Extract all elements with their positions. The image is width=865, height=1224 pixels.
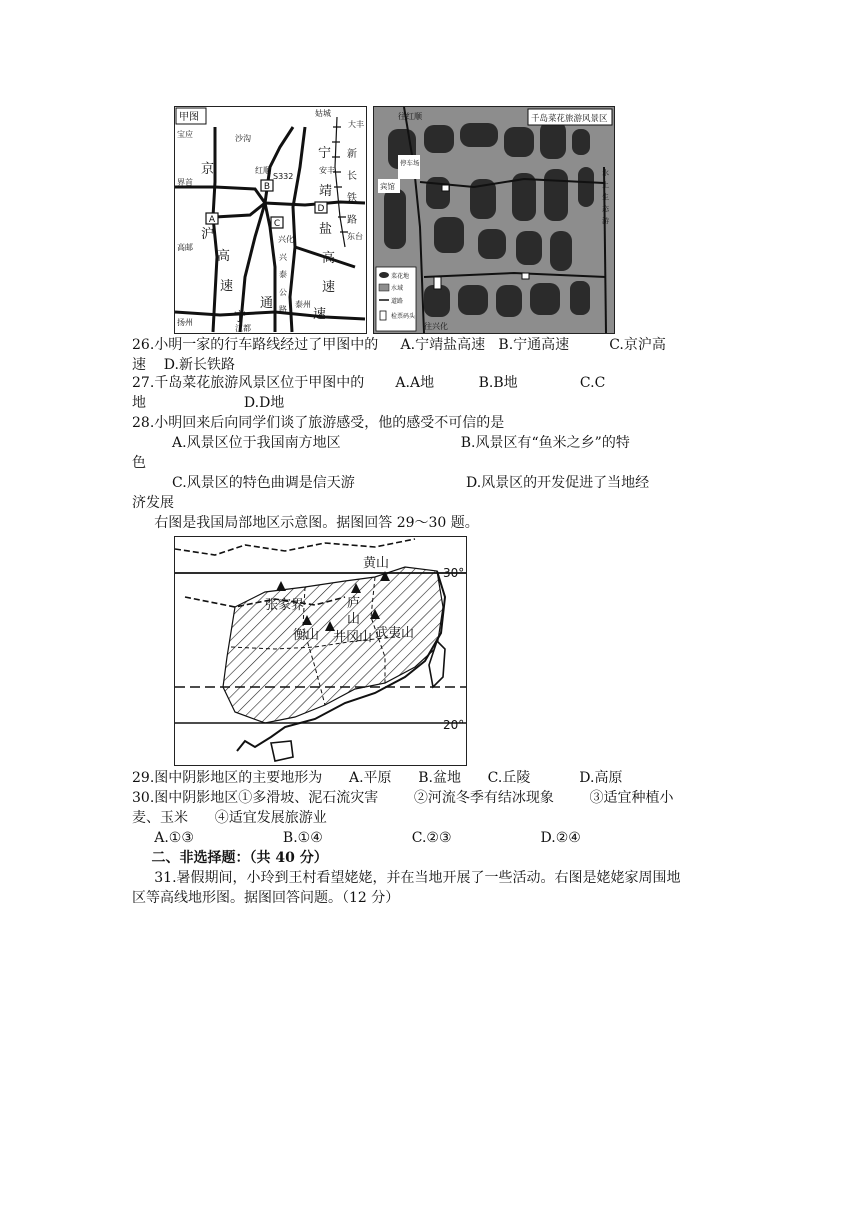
- svg-text:上: 上: [602, 181, 609, 189]
- svg-text:往红顺: 往红顺: [398, 112, 422, 121]
- svg-text:山: 山: [347, 612, 361, 627]
- svg-text:菜花地: 菜花地: [391, 273, 410, 280]
- svg-text:态: 态: [602, 205, 609, 213]
- svg-text:路: 路: [347, 215, 357, 226]
- svg-text:宝应: 宝应: [177, 130, 193, 139]
- label-jinggangshan: 井冈山: [333, 630, 373, 645]
- q30-options: A.①③ B.①④ C.②③ D.②④: [132, 830, 581, 846]
- svg-text:江都: 江都: [235, 324, 251, 333]
- svg-text:检票码头: 检票码头: [391, 313, 416, 320]
- q31-line1: 31.暑假期间，小玲到王村看望姥姥，并在当地开展了一些活动。右图是姥姥家周围地: [132, 870, 681, 886]
- svg-text:停车场: 停车场: [400, 159, 420, 167]
- lat-30: 30°: [443, 566, 465, 580]
- map-south-china: [174, 536, 467, 766]
- svg-text:宾馆: 宾馆: [380, 182, 395, 191]
- svg-text:高: 高: [217, 249, 231, 264]
- svg-text:铁: 铁: [347, 193, 357, 204]
- svg-text:新: 新: [347, 149, 357, 160]
- q26-line2: 速 D.新长铁路: [132, 357, 235, 373]
- q27-line2: 地 D.D地: [132, 395, 285, 411]
- svg-text:长: 长: [347, 171, 357, 182]
- q28-option-ab: A.风景区位于我国南方地区 B.风景区有“鱼米之乡”的特: [132, 435, 630, 451]
- svg-text:泰州: 泰州: [295, 300, 311, 309]
- svg-text:生: 生: [602, 193, 609, 201]
- svg-text:沪: 沪: [201, 227, 215, 242]
- svg-text:S332: S332: [273, 172, 294, 181]
- intro-29-30: 右图是我国局部地区示意图。据图回答 29～30 题。: [132, 515, 479, 531]
- svg-text:兴化: 兴化: [278, 235, 294, 244]
- svg-text:姑城: 姑城: [315, 109, 331, 118]
- svg-text:安丰: 安丰: [319, 166, 335, 175]
- svg-text:宁: 宁: [233, 310, 247, 325]
- label-hengshan: 衡山: [293, 628, 320, 643]
- q29: 29.图中阴影地区的主要地形为 A.平原 B.盆地 C.丘陵 D.高原: [132, 770, 623, 786]
- svg-text:界首: 界首: [177, 178, 193, 187]
- svg-text:扬州: 扬州: [177, 318, 193, 327]
- map-qiandao-title: 千岛菜花旅游风景区: [531, 114, 608, 124]
- q28-option-ab-cont: 色: [132, 455, 146, 471]
- svg-text:沙沟: 沙沟: [235, 134, 251, 143]
- svg-text:大丰: 大丰: [348, 120, 364, 129]
- label-huangshan: 黄山: [363, 556, 390, 571]
- svg-text:靖: 靖: [319, 184, 333, 199]
- svg-text:红顺: 红顺: [255, 166, 271, 175]
- svg-text:游: 游: [602, 217, 609, 225]
- svg-text:庐: 庐: [347, 596, 361, 611]
- map-jia: [174, 106, 367, 334]
- marker-c: C: [273, 219, 281, 229]
- svg-text:水: 水: [602, 169, 609, 177]
- svg-text:水域: 水域: [391, 285, 404, 292]
- map-qiandao: [373, 106, 615, 334]
- q28-stem: 28.小明回来后向同学们谈了旅游感受，他的感受不可信的是: [132, 415, 505, 431]
- svg-text:通: 通: [260, 296, 274, 311]
- q26-line1: 26.小明一家的行车路线经过了甲图中的 A.宁靖盐高速 B.宁通高速 C.京沪高: [132, 337, 666, 353]
- map-qiandao-legend: [376, 267, 416, 331]
- map-jia-title: 甲图: [179, 112, 199, 123]
- svg-text:高: 高: [322, 251, 336, 266]
- lat-20: 20°: [443, 718, 465, 732]
- svg-text:道路: 道路: [391, 298, 404, 305]
- svg-text:宁: 宁: [318, 146, 332, 161]
- svg-text:往兴化: 往兴化: [424, 322, 448, 331]
- svg-text:速: 速: [313, 307, 327, 322]
- svg-text:泰: 泰: [279, 270, 287, 279]
- q28-option-cd-cont: 济发展: [132, 495, 174, 511]
- label-wuyishan: 武夷山: [375, 626, 415, 641]
- marker-d: D: [317, 204, 325, 214]
- section-2-heading: 二、非选择题：（共 40 分）: [132, 850, 328, 866]
- marker-b: B: [263, 182, 271, 192]
- svg-text:公: 公: [279, 288, 287, 297]
- q31-line2: 区等高线地形图。据图回答问题。（12 分）: [132, 890, 400, 906]
- svg-text:速: 速: [322, 280, 336, 295]
- q28-option-cd: C.风景区的特色曲调是信天游 D.风景区的开发促进了当地经: [132, 475, 650, 491]
- svg-text:东台: 东台: [347, 232, 363, 241]
- q30-line1: 30.图中阴影地区①多滑坡、泥石流灾害 ②河流冬季有结冰现象 ③适宜种植小: [132, 790, 674, 806]
- svg-text:速: 速: [220, 279, 234, 294]
- svg-text:京: 京: [201, 162, 215, 177]
- svg-text:兴: 兴: [279, 253, 287, 262]
- q30-line2: 麦、玉米 ④适宜发展旅游业: [132, 810, 327, 826]
- svg-text:盐: 盐: [319, 222, 333, 237]
- scenic-vertical-label: [602, 168, 610, 225]
- svg-text:路: 路: [279, 305, 287, 314]
- mountain-zhangjiajie-icon: [276, 581, 286, 591]
- q27-line1: 27.千岛菜花旅游风景区位于甲图中的 A.A地 B.B地 C.C: [132, 375, 606, 391]
- marker-a: A: [208, 215, 216, 225]
- svg-text:高邮: 高邮: [177, 243, 193, 252]
- label-zhangjiajie: 张家界: [265, 598, 305, 613]
